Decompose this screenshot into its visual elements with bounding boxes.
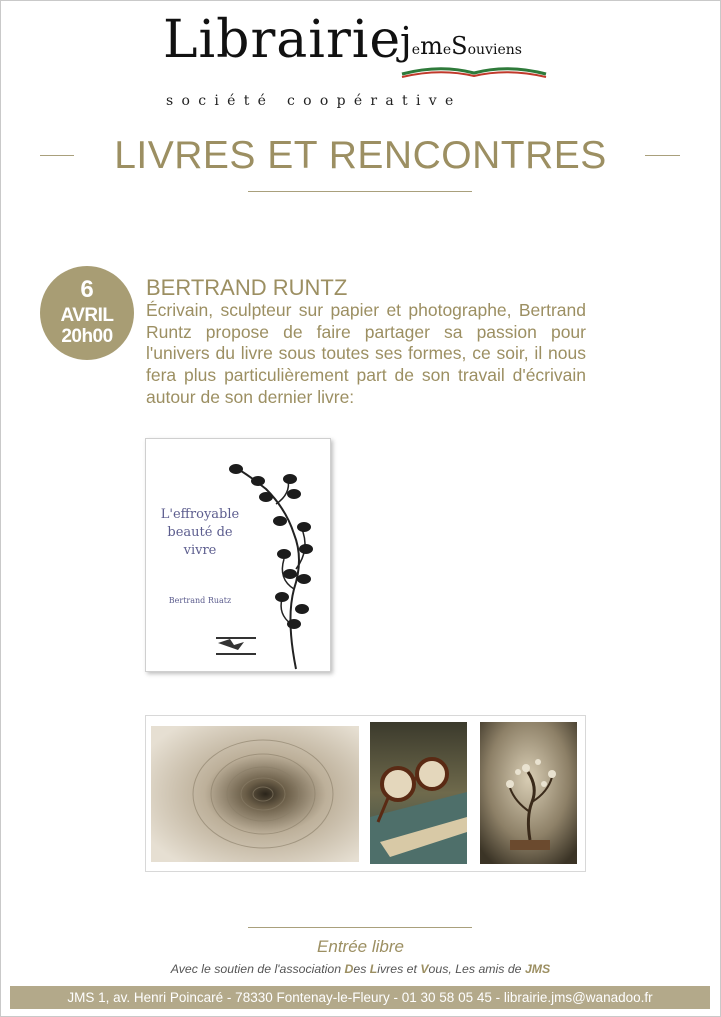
photo-book-glasses [370,722,467,864]
page-title: LIVRES ET RENCONTRES [114,134,607,177]
entree-libre: Entrée libre [317,937,404,956]
photo-paper-spiral [151,726,359,862]
logo-jms: jemeSouviens [400,19,522,63]
footer-rule [248,927,472,928]
cover-author: Bertrand Ruatz [168,596,232,605]
title-underline [248,191,472,192]
event-time: 20h00 [61,326,113,347]
logo-book-swoosh-icon [400,64,548,80]
photo-paper-tree [480,722,577,864]
logo-subtitle: société coopérative [166,93,462,109]
event-month: AVRIL [60,305,114,326]
event-description: Écrivain, sculpteur sur papier et photographe, Bertrand Runtz propose de faire partager sa passion pour l'univers du livre sous toutes ses formes, ce soir, il nous fera plus particulièrement part de son travail d'écrivain autour de son dernier livre: [146,300,586,407]
footer-address-bar: JMS 1, av. Henri Poincaré - 78330 Fontenay-le-Fleury - 01 30 58 05 45 - librairie.jms@wanadoo.fr [10,986,710,1009]
soutien-line: Avec le soutien de l'association Des Livres et Vous, Les amis de JMS [170,962,551,976]
event-author: BERTRAND RUNTZ [146,275,348,300]
title-rule-right [645,155,680,156]
logo-librairie: Librairie [163,10,402,70]
date-badge [40,266,134,360]
photo-strip [145,715,586,872]
event-day: 6 [80,276,94,303]
book-cover [145,438,331,672]
cover-title: L'effroyable beauté de vivre [160,507,240,558]
